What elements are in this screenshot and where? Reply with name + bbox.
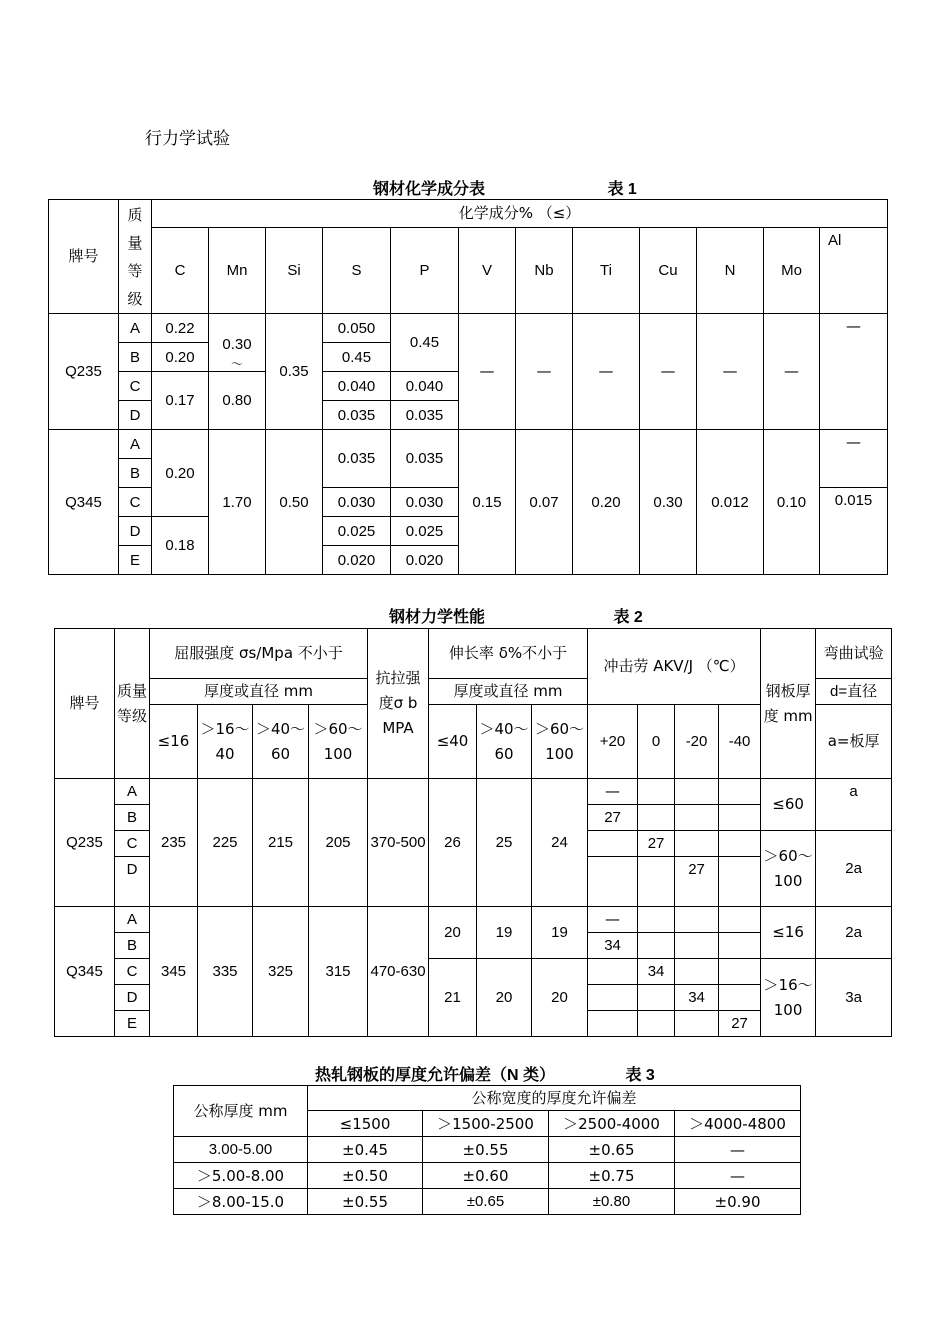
q345-yield-3: 325 [253, 907, 309, 1037]
header-impact: 冲击劳 AKV/J （℃） [588, 629, 761, 705]
temp-minus20: -20 [675, 705, 719, 779]
grade-a: A [119, 430, 152, 459]
q235-mo: — [764, 314, 820, 430]
header-bend: 弯曲试验 [816, 629, 892, 679]
q235-impact-c-m20 [675, 831, 719, 857]
header-grade: 质量等级 [115, 629, 150, 779]
q235-s-a: 0.050 [323, 314, 391, 343]
header-plate-thickness: 钢板厚度 mm [761, 629, 816, 779]
header-width-tolerance: 公称宽度的厚度允许偏差 [308, 1086, 801, 1111]
element-c: C [152, 228, 209, 314]
q235-impact-b-m40 [719, 805, 761, 831]
grade-d: D [115, 857, 150, 907]
thickness-row-2: ＞5.00-8.00 [174, 1163, 308, 1189]
tolerance-3-2: ±0.65 [423, 1189, 549, 1215]
grade-c: C [119, 372, 152, 401]
q235-bend-2: 2a [816, 831, 892, 907]
yield-range-1: ≤16 [150, 705, 198, 779]
q345-mo: 0.10 [764, 430, 820, 575]
q235-impact-b: 27 [588, 805, 638, 831]
q235-elong-1: 26 [429, 779, 477, 907]
grade-a: A [119, 314, 152, 343]
elong-range-1: ≤40 [429, 705, 477, 779]
q235-impact-d-m40 [719, 857, 761, 907]
mn-tilde: ～ [230, 357, 243, 371]
mechanical-properties-table [54, 628, 892, 1037]
q345-p-c: 0.030 [391, 488, 459, 517]
q345-elong-ce-3: 20 [532, 959, 588, 1037]
q235-brand: Q235 [49, 314, 119, 430]
q345-impact-b-m40 [719, 933, 761, 959]
header-brand: 牌号 [49, 200, 119, 314]
element-n: N [697, 228, 764, 314]
q235-c-cd: 0.17 [152, 372, 209, 430]
q235-impact-a-m40 [719, 779, 761, 805]
temp-plus20: +20 [588, 705, 638, 779]
mn-from: 0.30 [222, 336, 252, 353]
q235-plate-2: ＞60～100 [761, 831, 816, 907]
q345-plate-1: ≤16 [761, 907, 816, 959]
element-ti: Ti [573, 228, 640, 314]
q345-s-e: 0.020 [323, 546, 391, 575]
element-mo: Mo [764, 228, 820, 314]
q235-impact-c-20 [588, 831, 638, 857]
q235-s-b: 0.45 [323, 343, 391, 372]
tolerance-2-4: — [675, 1163, 801, 1189]
q345-impact-b-0 [638, 933, 675, 959]
q345-si: 0.50 [266, 430, 323, 575]
q235-impact-c: 27 [638, 831, 675, 857]
q345-brand: Q345 [55, 907, 115, 1037]
q235-yield-1: 235 [150, 779, 198, 907]
q345-s-c: 0.030 [323, 488, 391, 517]
width-1: ≤1500 [308, 1111, 423, 1137]
q235-elong-3: 24 [532, 779, 588, 907]
grade-e: E [119, 546, 152, 575]
q345-impact-b-m20 [675, 933, 719, 959]
q235-bend-1: a [816, 779, 892, 831]
header-bend-d: d=直径 [816, 679, 892, 705]
q345-elong-ab-3: 19 [532, 907, 588, 959]
q235-s-c: 0.040 [323, 372, 391, 401]
element-v: V [459, 228, 516, 314]
q345-elong-ce-1: 21 [429, 959, 477, 1037]
yield-range-4: ＞60～100 [309, 705, 368, 779]
q345-impact-c-m20 [675, 959, 719, 985]
q345-plate-2: ＞16～100 [761, 959, 816, 1037]
tolerance-3-3: ±0.80 [549, 1189, 675, 1215]
q235-elong-2: 25 [477, 779, 532, 907]
header-bend-a: a=板厚 [816, 705, 892, 779]
q345-impact-b: 34 [588, 933, 638, 959]
table1-number: 表 1 [607, 181, 637, 198]
q345-impact-a-m40 [719, 907, 761, 933]
q345-elong-ab-1: 20 [429, 907, 477, 959]
q235-impact-a-0 [638, 779, 675, 805]
q345-tensile: 470-630 [368, 907, 429, 1037]
q345-impact-d-0 [638, 985, 675, 1011]
width-2: ＞1500-2500 [423, 1111, 549, 1137]
yield-range-3: ＞40～60 [253, 705, 309, 779]
q235-c-a: 0.22 [152, 314, 209, 343]
q235-p-c: 0.040 [391, 372, 459, 401]
q345-cu: 0.30 [640, 430, 697, 575]
q345-impact-d: 34 [675, 985, 719, 1011]
grade-b: B [115, 933, 150, 959]
table3-number: 表 3 [625, 1067, 655, 1084]
q345-v: 0.15 [459, 430, 516, 575]
q345-impact-c: 34 [638, 959, 675, 985]
table2-caption [389, 604, 643, 627]
q345-impact-e: 27 [719, 1011, 761, 1037]
q345-bend-1: 2a [816, 907, 892, 959]
tolerance-2-2: ±0.60 [423, 1163, 549, 1189]
tolerance-1-1: ±0.45 [308, 1137, 423, 1163]
q345-bend-2: 3a [816, 959, 892, 1037]
header-brand: 牌号 [55, 629, 115, 779]
width-4: ＞4000-4800 [675, 1111, 801, 1137]
grade-b: B [119, 343, 152, 372]
q235-mn-top [209, 314, 266, 372]
q345-impact-a-0 [638, 907, 675, 933]
element-nb: Nb [516, 228, 573, 314]
grade-d: D [115, 985, 150, 1011]
table1-title: 钢材化学成分表 [373, 181, 486, 198]
grade-c: C [119, 488, 152, 517]
elong-range-2: ＞40～60 [477, 705, 532, 779]
q345-nb: 0.07 [516, 430, 573, 575]
q235-impact-c-m40 [719, 831, 761, 857]
q235-s-d: 0.035 [323, 401, 391, 430]
table3-title: 热轧钢板的厚度允许偏差（N 类） [315, 1067, 556, 1084]
header-grade: 质量等级 [119, 200, 152, 314]
q235-impact-b-m20 [675, 805, 719, 831]
q235-yield-4: 205 [309, 779, 368, 907]
q345-impact-c-m40 [719, 959, 761, 985]
page-heading: 行力学试验 [145, 129, 230, 149]
width-3: ＞2500-4000 [549, 1111, 675, 1137]
q235-p-ab: 0.45 [391, 314, 459, 372]
q345-yield-1: 345 [150, 907, 198, 1037]
grade-d: D [119, 517, 152, 546]
header-elongation: 伸长率 δ%不小于 [429, 629, 588, 679]
header-composition: 化学成分% （≤） [152, 200, 888, 228]
q345-n: 0.012 [697, 430, 764, 575]
grade-b: B [119, 459, 152, 488]
grade-d: D [119, 401, 152, 430]
q235-plate-1: ≤60 [761, 779, 816, 831]
q235-tensile: 370-500 [368, 779, 429, 907]
q235-impact-d-20 [588, 857, 638, 907]
table3-caption [315, 1062, 655, 1085]
q345-p-d: 0.025 [391, 517, 459, 546]
q235-p-d: 0.035 [391, 401, 459, 430]
q345-c-de: 0.18 [152, 517, 209, 575]
q235-mn-bottom: 0.80 [209, 372, 266, 430]
tolerance-1-2: ±0.55 [423, 1137, 549, 1163]
q345-impact-d-m40 [719, 985, 761, 1011]
q345-impact-a: — [588, 907, 638, 933]
header-nominal-thickness: 公称厚度 mm [174, 1086, 308, 1137]
thickness-row-3: ＞8.00-15.0 [174, 1189, 308, 1215]
tolerance-1-4: — [675, 1137, 801, 1163]
thickness-row-1: 3.00-5.00 [174, 1137, 308, 1163]
tolerance-1-3: ±0.65 [549, 1137, 675, 1163]
yield-range-2: ＞16～40 [198, 705, 253, 779]
q345-s-ab: 0.035 [323, 430, 391, 488]
table2-title: 钢材力学性能 [389, 609, 486, 626]
q345-yield-4: 315 [309, 907, 368, 1037]
grade-c: C [115, 831, 150, 857]
q235-c-b: 0.20 [152, 343, 209, 372]
thickness-tolerance-table [173, 1085, 801, 1215]
header-yield-thickness: 厚度或直径 mm [150, 679, 368, 705]
grade-b: B [115, 805, 150, 831]
q235-v: — [459, 314, 516, 430]
q345-al-ab: — [820, 430, 888, 488]
q235-impact-a: — [588, 779, 638, 805]
elong-range-3: ＞60～100 [532, 705, 588, 779]
q235-impact-d: 27 [675, 857, 719, 907]
q345-impact-d-20 [588, 985, 638, 1011]
element-si: Si [266, 228, 323, 314]
tolerance-2-3: ±0.75 [549, 1163, 675, 1189]
q345-elong-ce-2: 20 [477, 959, 532, 1037]
q235-impact-a-m20 [675, 779, 719, 805]
q235-impact-d-0 [638, 857, 675, 907]
grade-e: E [115, 1011, 150, 1037]
header-tensile: 抗拉强度σ b MPA [368, 629, 429, 779]
grade-a: A [115, 779, 150, 805]
q235-impact-b-0 [638, 805, 675, 831]
q345-p-e: 0.020 [391, 546, 459, 575]
element-mn: Mn [209, 228, 266, 314]
q235-si: 0.35 [266, 314, 323, 430]
q345-brand: Q345 [49, 430, 119, 575]
tolerance-3-4: ±0.90 [675, 1189, 801, 1215]
q235-n: — [697, 314, 764, 430]
header-elong-thickness: 厚度或直径 mm [429, 679, 588, 705]
q235-ti: — [573, 314, 640, 430]
q345-c-abc: 0.20 [152, 430, 209, 517]
header-yield: 屈服强度 σs/Mpa 不小于 [150, 629, 368, 679]
element-al: Al [820, 228, 888, 314]
q345-s-d: 0.025 [323, 517, 391, 546]
q235-cu: — [640, 314, 697, 430]
element-s: S [323, 228, 391, 314]
q345-al-cde: 0.015 [820, 488, 888, 575]
element-p: P [391, 228, 459, 314]
q345-impact-a-m20 [675, 907, 719, 933]
table1-caption [373, 176, 637, 199]
grade-a: A [115, 907, 150, 933]
q345-impact-e-m20 [675, 1011, 719, 1037]
grade-c: C [115, 959, 150, 985]
q345-mn: 1.70 [209, 430, 266, 575]
table2-number: 表 2 [613, 609, 643, 626]
q235-al: — [820, 314, 888, 430]
q235-brand: Q235 [55, 779, 115, 907]
element-cu: Cu [640, 228, 697, 314]
q345-elong-ab-2: 19 [477, 907, 532, 959]
q235-yield-2: 225 [198, 779, 253, 907]
temp-0: 0 [638, 705, 675, 779]
q345-yield-2: 335 [198, 907, 253, 1037]
chemical-composition-table [48, 199, 888, 575]
q235-nb: — [516, 314, 573, 430]
tolerance-2-1: ±0.50 [308, 1163, 423, 1189]
tolerance-3-1: ±0.55 [308, 1189, 423, 1215]
temp-minus40: -40 [719, 705, 761, 779]
q345-impact-e-0 [638, 1011, 675, 1037]
q235-yield-3: 215 [253, 779, 309, 907]
q345-p-ab: 0.035 [391, 430, 459, 488]
q345-impact-c-20 [588, 959, 638, 985]
q345-impact-e-20 [588, 1011, 638, 1037]
q345-ti: 0.20 [573, 430, 640, 575]
